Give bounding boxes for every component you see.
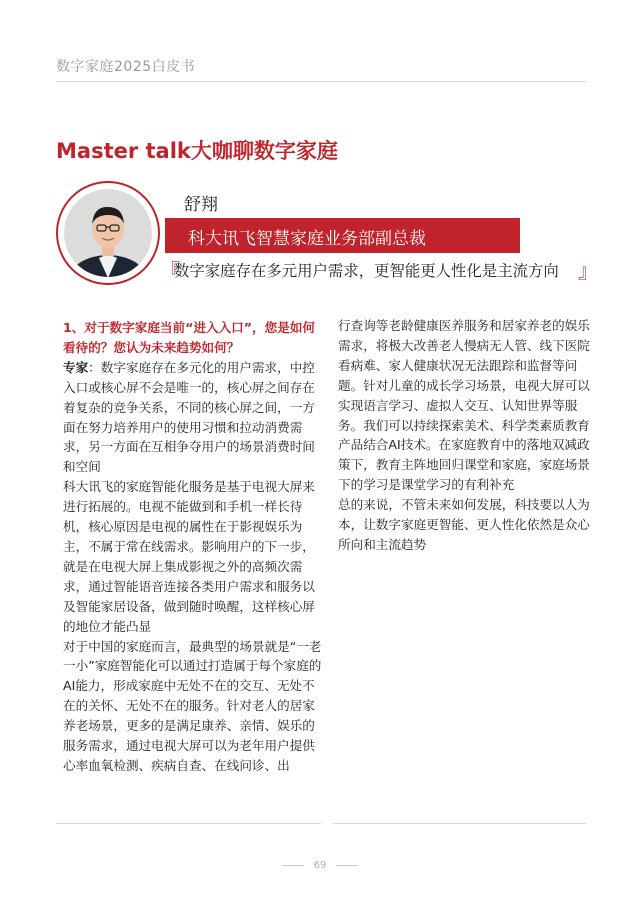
page-number: 69 [313,860,327,871]
open-quote-mark: 『 [160,259,180,283]
right-column [338,316,600,555]
answer-paragraph-5: 总的来说，不管未来如何发展，科技要以人为本，让数字家庭更智能、更人性化依然是众心所向和主流趋势 [338,497,590,552]
footer-dash-left [282,865,304,866]
page-footer [0,860,640,871]
quote-text: 数字家庭存在多元用户需求，更智能更人性化是主流方向 [174,262,559,280]
question-heading: 1、对于数字家庭当前“进入入口”，您是如何看待的？您认为未来趋势如何？ [63,320,316,355]
right-column-divider [333,823,586,824]
answer-paragraph-4: 行查询等老龄健康医养服务和居家养老的娱乐需求，将极大改善老人慢病无人管、线下医院看病难、家人健康状况无法跟踪和监督等问题。针对儿童的成长学习场景，电视大屏可以实现语言学习、虚拟人交互、认知世界等服务。我们可以持续探索美术、科学类素质教育产品结合AI技术。在家庭教育中的落地双减政策下，教育主阵地回归课堂和家庭，家庭场景下的学习是课堂学习的有利补充 [338,318,590,493]
left-column-divider [56,823,321,824]
person-role: 科大讯飞智慧家庭业务部副总裁 [188,229,426,249]
expert-label: 专家 [63,359,89,375]
header-divider [56,81,586,82]
answer-paragraph-1 [63,358,325,477]
close-quote-mark: 』 [578,259,598,283]
person-name: 舒翔 [184,195,218,215]
answer-paragraph-2: 科大讯飞的家庭智能化服务是基于电视大屏来进行拓展的。电视不能做到和手机一样长待机，核心原因是电视的属性在于影视娱乐为主，不属于常在线需求。影响用户的下一步，就是在电视大屏上集成影视之外的高频次需求，通过智能语音连接各类用户需求和服务以及智能家居设备，做到随时唤醒，这样核心屏的地位才能凸显 [63,479,315,634]
footer-dash-right [336,865,358,866]
running-header: 数字家庭2025白皮书 [56,59,196,75]
answer-paragraph-3: 对于中国的家庭而言，最典型的场景就是“一老一小”家庭智能化可以通过打造属于每个家庭的AI能力，形成家庭中无处不在的交互、无处不在的关怀、无处不在的服务。针对老人的居家养老场景，更多的是满足康养、亲情、娱乐的服务需求，通过电视大屏可以为老年用户提供心率血氧检测、疾病自查、在线问诊、出 [63,638,322,773]
pull-quote [160,257,598,287]
section-title: Master talk大咖聊数字家庭 [56,139,338,163]
left-column [63,318,325,776]
avatar [55,180,161,286]
answer-text-1: ：数字家庭存在多元化的用户需求，中控入口或核心屏不会是唯一的，核心屏之间存在着复杂的竞争关系，不同的核心屏之间，一方面在努力培养用户的使用习惯和拉动消费需求，另一方面在互相争夺用户的场景消费时间和空间 [63,359,315,475]
